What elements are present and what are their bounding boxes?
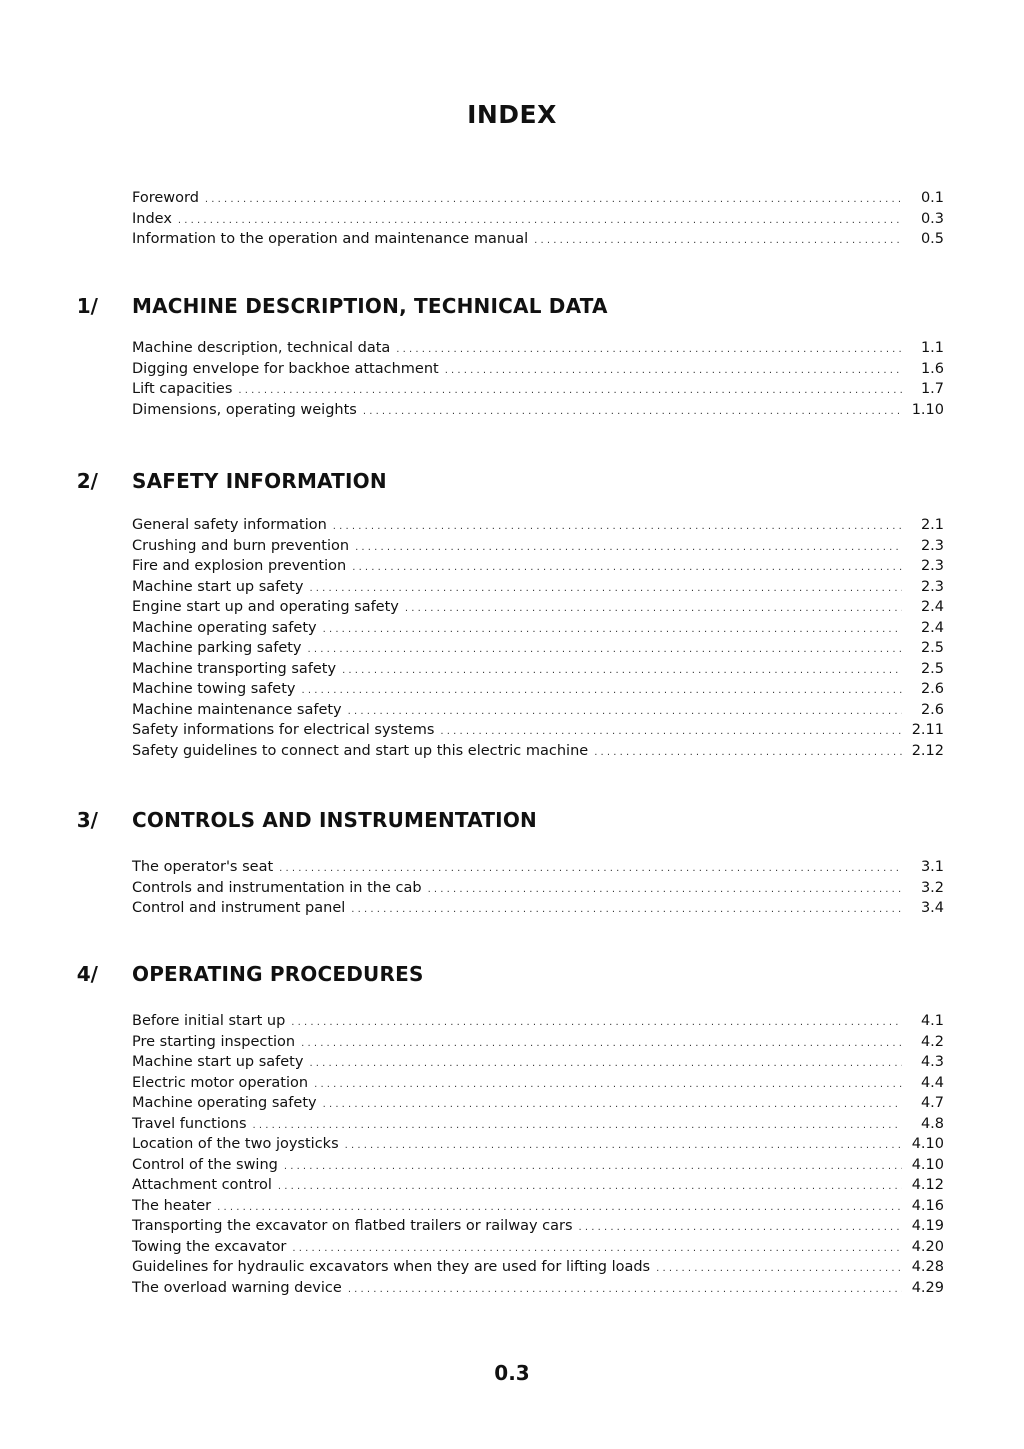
toc-entry: [132, 679, 944, 700]
entry-label: Control and instrument panel: [132, 900, 346, 916]
dot-leader: [308, 640, 902, 661]
section-4: [0, 962, 1024, 1298]
entry-label: Safety guidelines to connect and start up this electric machine: [132, 742, 589, 759]
dot-leader: [253, 1116, 903, 1137]
dot-leader: [302, 681, 903, 702]
dot-leader: [405, 599, 902, 620]
toc-entry: [132, 1134, 944, 1155]
entry-label: Digging envelope for backhoe attachment: [132, 360, 439, 377]
entry-page: 0.1: [920, 190, 944, 206]
section-heading: [0, 469, 1024, 499]
toc-entry: [132, 741, 944, 762]
toc-entry: [132, 878, 944, 899]
dot-leader: [352, 558, 902, 579]
entry-page: 2.4: [920, 619, 944, 636]
entry-page: 4.2: [920, 1033, 944, 1050]
section-entry-list: [0, 1011, 1024, 1298]
toc-entry: [132, 359, 944, 380]
entry-page: 0.5: [920, 231, 944, 247]
dot-leader: [363, 402, 902, 423]
toc-entry: [132, 659, 944, 680]
entry-page: 1.10: [911, 401, 944, 418]
dot-leader: [579, 1218, 902, 1239]
toc-entry: [132, 515, 944, 536]
entry-label: Location of the two joysticks: [132, 1136, 339, 1152]
entry-page: 2.3: [920, 558, 944, 574]
section-heading: [0, 808, 1024, 838]
dot-leader: [301, 1034, 902, 1055]
dot-leader: [428, 880, 902, 901]
toc-entry: [132, 536, 944, 557]
entry-label: Fire and explosion prevention: [132, 558, 347, 574]
section-title: MACHINE DESCRIPTION, TECHNICAL DATA: [132, 294, 608, 318]
entry-page: 2.12: [911, 742, 944, 759]
toc-entry: [132, 1196, 944, 1217]
toc-entry: [132, 577, 944, 598]
dot-leader: [291, 1013, 902, 1034]
section-title: OPERATING PROCEDURES: [132, 962, 424, 986]
dot-leader: [284, 1157, 902, 1178]
toc-entry: [132, 556, 944, 577]
toc-entry: [132, 898, 944, 919]
toc-entry: [132, 638, 944, 659]
toc-entry: [132, 1175, 944, 1196]
toc-entry: [132, 400, 944, 421]
entry-page: 2.1: [920, 517, 944, 533]
toc-entry: [132, 1216, 944, 1237]
page-title: INDEX: [467, 100, 557, 129]
section-entry-list: [0, 515, 1024, 761]
entry-page: 4.1: [920, 1013, 944, 1029]
toc-entry: [132, 1278, 944, 1299]
entry-page: 4.10: [911, 1136, 944, 1152]
entry-page: 4.28: [911, 1259, 944, 1275]
page-number: 0.3: [494, 1361, 530, 1385]
entry-label: Before initial start up: [132, 1013, 286, 1029]
entry-label: The heater: [132, 1197, 212, 1214]
toc-entry: [132, 1114, 944, 1135]
toc-entry: [132, 188, 944, 209]
dot-leader: [238, 381, 902, 402]
dot-leader: [205, 190, 902, 211]
toc-entry: [132, 379, 944, 400]
entry-page: 2.6: [920, 681, 944, 697]
entry-label: Crushing and burn prevention: [132, 537, 350, 554]
entry-label: Safety informations for electrical systems: [132, 722, 435, 738]
dot-leader: [279, 859, 902, 880]
entry-label: Machine parking safety: [132, 640, 302, 656]
toc-entry: [132, 720, 944, 741]
entry-page: 4.3: [920, 1054, 944, 1070]
section-heading: [0, 294, 1024, 324]
entry-page: 2.5: [920, 660, 944, 677]
entry-label: General safety information: [132, 517, 327, 533]
toc-entry: [132, 1032, 944, 1053]
entry-page: 4.8: [920, 1115, 944, 1132]
dot-leader: [445, 361, 902, 382]
toc-entry: [132, 1052, 944, 1073]
section-number: 1/: [76, 294, 98, 318]
entry-page: 1.1: [920, 340, 944, 356]
entry-page: 1.7: [920, 381, 944, 397]
toc-entry: [132, 209, 944, 230]
entry-label: Travel functions: [132, 1115, 247, 1132]
dot-leader: [309, 579, 902, 600]
dot-leader: [348, 1280, 902, 1301]
section-number: 2/: [76, 469, 98, 493]
entry-label: Control of the swing: [132, 1156, 278, 1173]
entry-label: Guidelines for hydraulic excavators when they are used for lifting loads: [132, 1259, 651, 1275]
toc-entry: [132, 1011, 944, 1032]
toc-entry: [132, 857, 944, 878]
section-title: CONTROLS AND INSTRUMENTATION: [132, 808, 537, 832]
entry-page: 2.3: [920, 578, 944, 595]
toc-entry: [132, 597, 944, 618]
section-entry-list: [0, 857, 1024, 919]
entry-page: 4.10: [911, 1156, 944, 1173]
entry-page: 4.29: [911, 1279, 944, 1296]
entry-label: Engine start up and operating safety: [132, 599, 399, 615]
entry-label: Dimensions, operating weights: [132, 401, 357, 418]
entry-label: Index: [132, 210, 172, 227]
section-heading: [0, 962, 1024, 992]
dot-leader: [278, 1177, 902, 1198]
entry-page: 4.7: [920, 1095, 944, 1111]
dot-leader: [323, 1095, 902, 1116]
entry-page: 2.4: [920, 599, 944, 615]
section-number: 4/: [76, 962, 98, 986]
entry-page: 3.2: [920, 879, 944, 896]
entry-label: Lift capacities: [132, 381, 233, 397]
toc-entry: [132, 700, 944, 721]
dot-leader: [396, 340, 902, 361]
entry-label: Machine description, technical data: [132, 340, 391, 356]
entry-page: 2.6: [920, 701, 944, 718]
dot-leader: [292, 1239, 902, 1260]
dot-leader: [345, 1136, 902, 1157]
entry-label: Information to the operation and maintenance manual: [132, 231, 529, 247]
toc-entry: [132, 1093, 944, 1114]
entry-page: 4.19: [911, 1218, 944, 1234]
section-1: [0, 294, 1024, 420]
entry-label: Towing the excavator: [132, 1238, 287, 1255]
dot-leader: [217, 1198, 902, 1219]
entry-page: 4.16: [911, 1197, 944, 1214]
entry-label: Machine transporting safety: [132, 660, 337, 677]
dot-leader: [309, 1054, 902, 1075]
entry-page: 3.1: [920, 859, 944, 875]
section-3: [0, 808, 1024, 919]
entry-label: Machine start up safety: [132, 578, 304, 595]
entry-label: Machine operating safety: [132, 619, 317, 636]
entry-label: The operator's seat: [132, 859, 274, 875]
toc-entry: [132, 1237, 944, 1258]
entry-page: 3.4: [920, 900, 944, 916]
toc-entry: [132, 338, 944, 359]
dot-leader: [534, 231, 902, 252]
entry-label: Machine operating safety: [132, 1095, 317, 1111]
dot-leader: [656, 1259, 902, 1280]
entry-page: 2.5: [920, 640, 944, 656]
entry-page: 4.4: [920, 1074, 944, 1091]
dot-leader: [355, 538, 902, 559]
entry-label: Foreword: [132, 190, 199, 206]
toc-entry: [132, 1073, 944, 1094]
entry-label: Machine start up safety: [132, 1054, 304, 1070]
toc-entry: [132, 229, 944, 250]
toc-entry: [132, 1257, 944, 1278]
entry-label: Electric motor operation: [132, 1074, 309, 1091]
entry-label: Transporting the excavator on flatbed trailers or railway cars: [132, 1218, 573, 1234]
dot-leader: [351, 900, 902, 921]
section-2: [0, 469, 1024, 761]
entry-page: 4.12: [911, 1177, 944, 1193]
section-entry-list: [0, 338, 1024, 420]
entry-label: The overload warning device: [132, 1279, 342, 1296]
toc-entry: [132, 1155, 944, 1176]
entry-page: 2.11: [911, 722, 944, 738]
dot-leader: [342, 661, 902, 682]
entry-label: Pre starting inspection: [132, 1033, 296, 1050]
dot-leader: [178, 211, 902, 232]
toc-entry: [132, 618, 944, 639]
entry-page: 2.3: [920, 537, 944, 554]
entry-page: 0.3: [920, 210, 944, 227]
entry-label: Machine towing safety: [132, 681, 296, 697]
dot-leader: [440, 722, 902, 743]
entry-page: 4.20: [911, 1238, 944, 1255]
entry-label: Machine maintenance safety: [132, 701, 342, 718]
dot-leader: [594, 743, 902, 764]
intro-entry-list: [0, 188, 1024, 250]
intro-block: [0, 188, 1024, 250]
dot-leader: [314, 1075, 902, 1096]
entry-label: Attachment control: [132, 1177, 272, 1193]
section-title: SAFETY INFORMATION: [132, 469, 387, 493]
dot-leader: [348, 702, 902, 723]
section-number: 3/: [76, 808, 98, 832]
dot-leader: [333, 517, 902, 538]
entry-page: 1.6: [920, 360, 944, 377]
entry-label: Controls and instrumentation in the cab: [132, 879, 422, 896]
dot-leader: [323, 620, 902, 641]
